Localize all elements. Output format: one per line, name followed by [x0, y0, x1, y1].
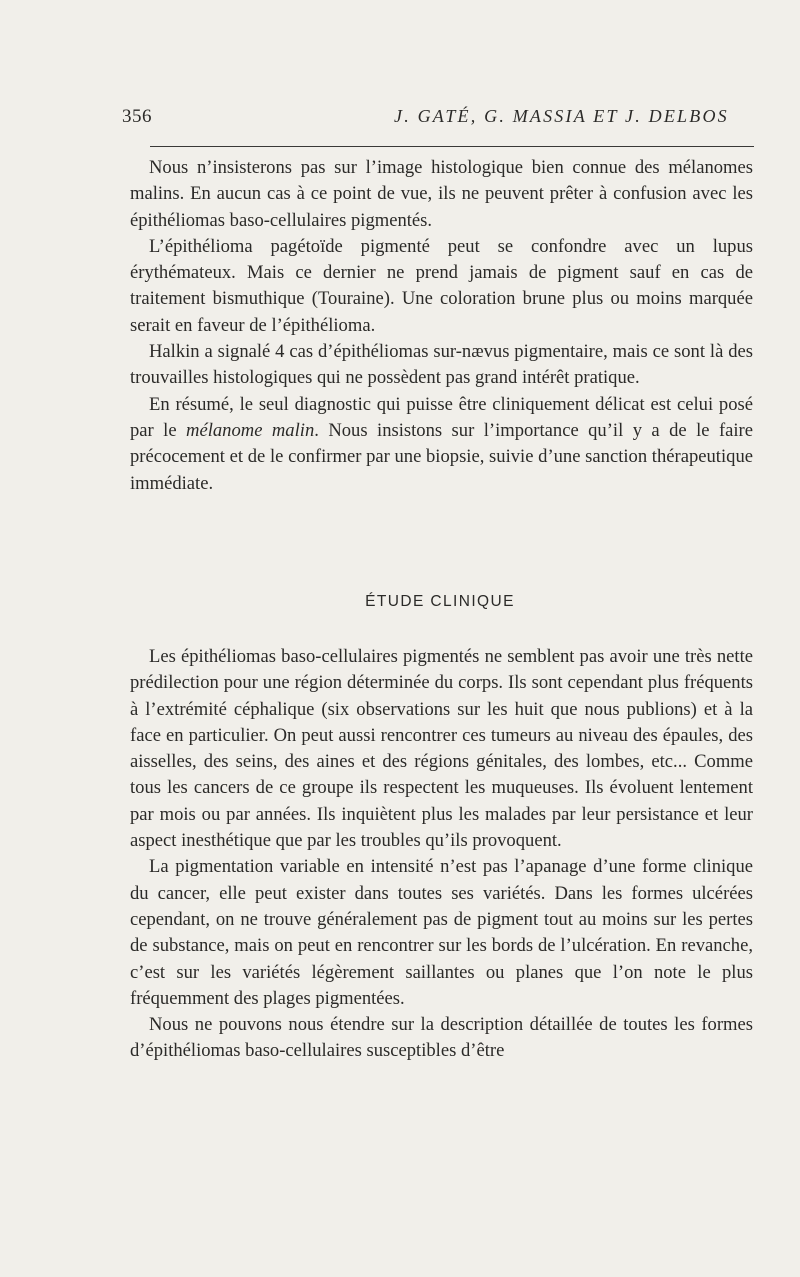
- running-title: J. GATÉ, G. MASSIA ET J. DELBOS: [394, 106, 729, 126]
- paragraph: La pigmentation variable en intensité n’est pas l’apanage d’une forme clinique du cancer, elle peut exister dans toutes ses variétés. Dans les formes ulcérées cependant, on ne trouve généralement pas de pigment tout au moins sur les pertes de substance, mais on peut en rencontrer sur les bords de l’ulcération. En revanche, c’est sur les variétés légèrement saillantes ou planes que l’on note le plus fréquemment des plages pigmentées.: [130, 856, 753, 1009]
- paragraph: Nous n’insisterons pas sur l’image histologique bien connue des mélanomes malins. En aucun cas à ce point de vue, ils ne peuvent prêter à confusion avec les épithéliomas baso-cellulaires pigmentés.: [130, 157, 753, 231]
- paragraph: Les épithéliomas baso-cellulaires pigmentés ne semblent pas avoir une très nette prédilection pour une région déterminée du corps. Ils sont cependant plus fréquents à l’extrémité céphalique (six observations sur les huit que nous publions) et à la face en particulier. On peut aussi rencontrer ces tumeurs au niveau des épaules, des aisselles, des seins, des aines et des régions génitales, des lombes, etc... Comme tous les cancers de ce groupe ils respectent les muqueuses. Ils évoluent lentement par mois ou par années. Ils inquiètent plus les malades par leur persistance et leur aspect inesthétique que par les troubles qu’ils provoquent.: [130, 646, 753, 852]
- paragraph-text: En résumé, le seul diagnostic qui puisse être cliniquement délicat est celui posé par le: [130, 393, 753, 441]
- page-number: 356: [122, 106, 152, 127]
- paragraph: Nous ne pouvons nous étendre sur la description détaillée de toutes les formes d’épithéliomas baso-cellulaires susceptibles d’être: [130, 1014, 753, 1062]
- text-block-before-heading: [130, 155, 753, 497]
- page-header: [122, 106, 752, 136]
- paragraph-with-emphasis: [130, 392, 753, 497]
- paragraph: Halkin a signalé 4 cas d’épithéliomas sur-nævus pigmentaire, mais ce sont là des trouvailles histologiques qui ne possèdent pas grand intérêt pratique.: [130, 341, 753, 389]
- emphasized-term: mélanome malin: [186, 419, 315, 441]
- paragraph-text: . Nous insistons sur l’importance qu’il y a de le faire précocement et de le confirmer par une biopsie, suivie d’une sanction thérapeutique immédiate.: [130, 419, 753, 494]
- section-heading: ÉTUDE CLINIQUE: [365, 593, 515, 610]
- header-rule: [150, 146, 754, 147]
- text-block-after-heading: [130, 644, 753, 1065]
- paragraph: L’épithélioma pagétoïde pigmenté peut se confondre avec un lupus érythémateux. Mais ce dernier ne prend jamais de pigment sauf en cas de traitement bismuthique (Touraine). Une coloration brune plus ou moins marquée serait en faveur de l’épithélioma.: [130, 235, 753, 336]
